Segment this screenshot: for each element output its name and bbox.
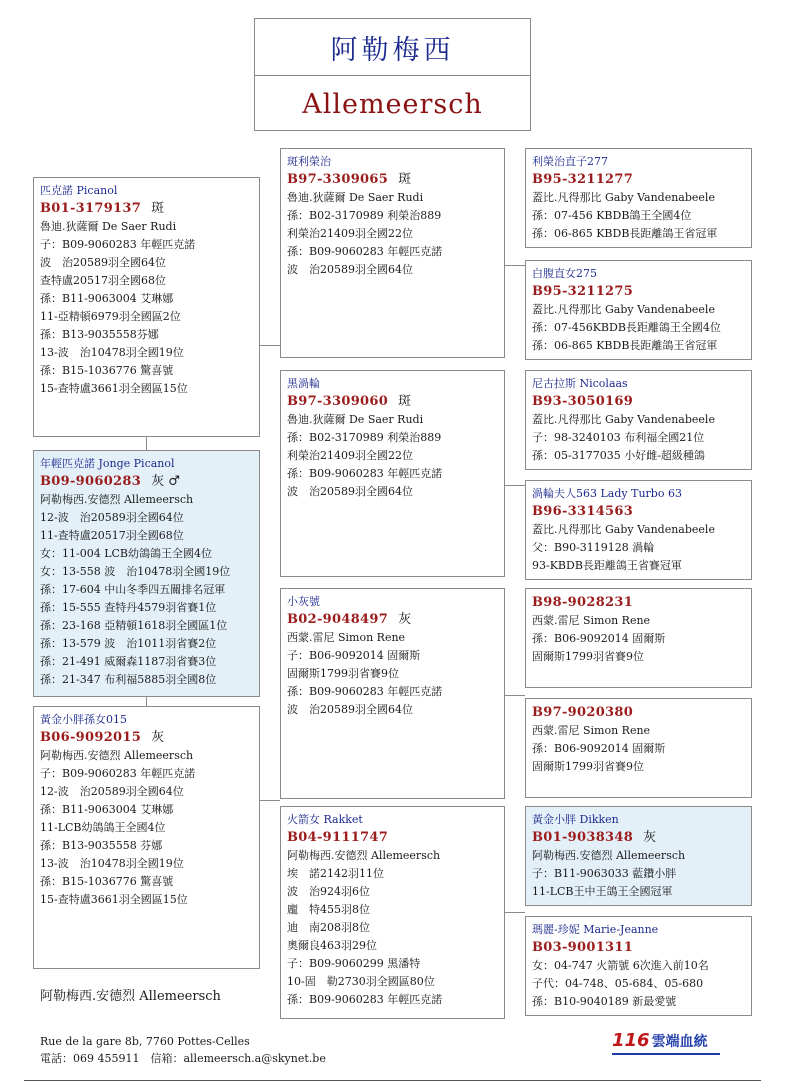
title-box <box>254 18 531 131</box>
pedigree-line: 12-波 治20589羽全國64位 <box>40 785 184 798</box>
pedigree-card-dam-sire <box>280 588 505 799</box>
bird-name: 匹克諾 Picanol <box>40 184 118 197</box>
pedigree-line: 孫：B10-9040189 新最愛號 <box>532 995 677 1008</box>
pedigree-line: 孫：B09-9060283 年輕匹克諾 <box>287 685 443 698</box>
pedigree-card-sire-sire <box>280 148 505 358</box>
pedigree-line: 11-LCB幼鴿鴿王全國4位 <box>40 821 166 834</box>
pedigree-line: 孫：B06-9092014 固爾斯 <box>532 742 666 755</box>
pedigree-line: 阿勒梅西.安德烈 Allemeersch <box>40 493 194 506</box>
connector-line <box>146 697 147 706</box>
pedigree-line: 波 治20589羽全國64位 <box>287 703 413 716</box>
pedigree-line: 魯迪.狄薩爾 De Saer Rudi <box>40 220 177 233</box>
color-label: 灰 <box>398 612 412 627</box>
pedigree-line: 孫：23-168 亞精頓1618羽全國區1位 <box>40 619 228 632</box>
pedigree-line: 孫：17-604 中山冬季四五關排名冠軍 <box>40 583 226 596</box>
pedigree-line: 孫：B13-9035558 芬娜 <box>40 839 163 852</box>
pedigree-line: 11-查特盧20517羽全國68位 <box>40 529 184 542</box>
pedigree-line: 孫：B09-9060283 年輕匹克諾 <box>287 467 443 480</box>
pedigree-line: 蓋比.凡得那比 Gaby Vandenabeele <box>532 523 715 536</box>
pedigree-line: 孫：B13-9035558芬娜 <box>40 328 159 341</box>
breeder-name: 阿勒梅西.安德烈 Allemeersch <box>40 989 221 1004</box>
pedigree-line: 西蒙.雷尼 Simon Rene <box>532 724 651 737</box>
pedigree-line: 15-查特盧3661羽全國區15位 <box>40 893 188 906</box>
pedigree-line: 12-波 治20589羽全國64位 <box>40 511 184 524</box>
color-label: 斑 <box>398 394 412 409</box>
ring-number: B97-3309065 <box>287 172 389 187</box>
pedigree-line: 孫：B09-9060283 年輕匹克諾 <box>287 245 443 258</box>
pedigree-line: 孫：06-865 KBDB長距離鴿王省冠軍 <box>532 339 718 352</box>
title-chinese: 阿勒梅西 <box>255 19 530 76</box>
pedigree-line: 11-亞精頓6979羽全國區2位 <box>40 310 181 323</box>
pedigree-card-subject <box>33 450 260 697</box>
pedigree-line: 孫：B15-1036776 驚喜號 <box>40 364 174 377</box>
pedigree-line: 子：B06-9092014 固爾斯 <box>287 649 421 662</box>
bird-name: 利榮治直子277 <box>532 155 608 168</box>
pedigree-line: 孫：B11-9063004 艾琳娜 <box>40 292 174 305</box>
ring-number: B01-3179137 <box>40 201 142 216</box>
pedigree-line: 女：13-558 波 治10478羽全國19位 <box>40 565 231 578</box>
ring-number: B03-9001311 <box>532 940 634 955</box>
ring-number: B97-9020380 <box>532 705 634 720</box>
pedigree-line: 11-LCB王中王鴿王全國冠軍 <box>532 885 673 898</box>
pedigree-line: 蓋比.凡得那比 Gaby Vandenabeele <box>532 191 715 204</box>
pedigree-line: 奧爾良463羽29位 <box>287 939 377 952</box>
pedigree-line: 孫：B02-3170989 利榮治889 <box>287 209 442 222</box>
pedigree-line: 魯迪.狄薩爾 De Saer Rudi <box>287 413 424 426</box>
pedigree-line: 孫：21-491 威爾森1187羽省賽3位 <box>40 655 217 668</box>
pedigree-line: 13-波 治10478羽全國19位 <box>40 857 184 870</box>
pedigree-line: 13-波 治10478羽全國19位 <box>40 346 184 359</box>
pedigree-line: 利榮治21409羽全國22位 <box>287 227 413 240</box>
bird-name: 斑利榮治 <box>287 155 331 168</box>
bird-name: 尼古拉斯 Nicolaas <box>532 377 628 390</box>
pedigree-line: 查特盧20517羽全國68位 <box>40 274 166 287</box>
pedigree-line: 蓋比.凡得那比 Gaby Vandenabeele <box>532 413 715 426</box>
bird-name: 渦輪夫人563 Lady Turbo 63 <box>532 487 682 500</box>
pedigree-line: 固爾斯1799羽省賽9位 <box>287 667 399 680</box>
pedigree-line: 阿勒梅西.安德烈 Allemeersch <box>532 849 686 862</box>
pedigree-line: 利榮治21409羽全國22位 <box>287 449 413 462</box>
pedigree-card-ddd <box>525 916 752 1016</box>
breeder-address-block <box>40 1033 326 1067</box>
pedigree-line: 蓋比.凡得那比 Gaby Vandenabeele <box>532 303 715 316</box>
color-label: 灰 <box>643 830 657 845</box>
pedigree-line: 埃 諾2142羽11位 <box>287 867 384 880</box>
bird-name: 黃金小胖孫女015 <box>40 713 127 726</box>
pedigree-line: 西蒙.雷尼 Simon Rene <box>532 614 651 627</box>
brand-logo <box>612 1030 708 1051</box>
connector-line <box>260 800 280 801</box>
pedigree-card-sdd <box>525 480 752 580</box>
pedigree-card-sire-dam <box>280 370 505 577</box>
pedigree-line: 阿勒梅西.安德烈 Allemeersch <box>287 849 441 862</box>
pedigree-card-sire <box>33 177 260 437</box>
pedigree-line: 波 治20589羽全國64位 <box>287 485 413 498</box>
ring-number: B97-3309060 <box>287 394 389 409</box>
bird-name: 白腹直女275 <box>532 267 597 280</box>
pedigree-line: 15-查特盧3661羽全國區15位 <box>40 382 188 395</box>
bird-name: 年輕匹克諾 Jonge Picanol <box>40 457 175 470</box>
pedigree-line: 孫：B09-9060283 年輕匹克諾 <box>287 993 443 1006</box>
logo-number: 116 <box>612 1030 650 1051</box>
pedigree-line: 孫：B06-9092014 固爾斯 <box>532 632 666 645</box>
color-label: 斑 <box>398 172 412 187</box>
pedigree-card-ssd <box>525 260 752 360</box>
pedigree-line: 孫：07-456 KBDB鴿王全國4位 <box>532 209 692 222</box>
contact-info: 電話：069 455911 信箱：allemeersch.a@skynet.be <box>40 1052 326 1065</box>
bird-name: 瑪麗-珍妮 Marie-Jeanne <box>532 923 659 936</box>
pedigree-line: 孫：B15-1036776 驚喜號 <box>40 875 174 888</box>
color-label: 斑 <box>151 201 165 216</box>
connector-line <box>505 265 525 266</box>
pedigree-line: 子：B09-9060283 年輕匹克諾 <box>40 767 196 780</box>
bird-name: 小灰號 <box>287 595 320 608</box>
color-label: 灰 <box>151 730 165 745</box>
logo-text: 雲端血統 <box>651 1034 708 1050</box>
pedigree-line: 孫：B11-9063004 艾琳娜 <box>40 803 174 816</box>
bird-name: 黃金小胖 Dikken <box>532 813 619 826</box>
pedigree-line: 子代：04-748、05-684、05-680 <box>532 977 704 990</box>
bird-name: 火箭女 Rakket <box>287 813 363 826</box>
pedigree-card-dam-dam <box>280 806 505 1019</box>
ring-number: B04-9111747 <box>287 830 389 845</box>
connector-line <box>505 695 525 696</box>
pedigree-line: 阿勒梅西.安德烈 Allemeersch <box>40 749 194 762</box>
connector-line <box>505 912 525 913</box>
pedigree-line: 波 治20589羽全國64位 <box>287 263 413 276</box>
pedigree-line: 孫：06-865 KBDB長距離鴿王省冠軍 <box>532 227 718 240</box>
pedigree-line: 波 治20589羽全國64位 <box>40 256 166 269</box>
ring-number: B96-3314563 <box>532 504 634 519</box>
pedigree-line: 孫：13-579 波 治1011羽省賽2位 <box>40 637 217 650</box>
pedigree-line: 孫：07-456KBDB長距離鴿王全國4位 <box>532 321 721 334</box>
pedigree-card-sss <box>525 148 752 248</box>
pedigree-card-dss <box>525 588 752 688</box>
pedigree-line: 子：B09-9060299 黑潘特 <box>287 957 421 970</box>
pedigree-line: 子：B11-9063033 藍鑽小胖 <box>532 867 677 880</box>
ring-number: B01-9038348 <box>532 830 634 845</box>
pedigree-line: 魯迪.狄薩爾 De Saer Rudi <box>287 191 424 204</box>
connector-line <box>505 485 525 486</box>
pedigree-line: 女：04-747 火箭號 6次進入前10名 <box>532 959 709 972</box>
pedigree-line: 父：B90-3119128 渦輪 <box>532 541 655 554</box>
pedigree-line: 女：11-004 LCB幼鴿鴿王全國4位 <box>40 547 213 560</box>
pedigree-line: 固爾斯1799羽省賽9位 <box>532 650 644 663</box>
pedigree-card-sds <box>525 370 752 470</box>
ring-number: B09-9060283 <box>40 474 142 489</box>
pedigree-line: 孫：21-347 布利福5885羽全國8位 <box>40 673 217 686</box>
connector-line <box>260 345 280 346</box>
pedigree-line: 子：98-3240103 布利福全國21位 <box>532 431 705 444</box>
ring-number: B02-9048497 <box>287 612 389 627</box>
pedigree-line: 孫：15-555 查特丹4579羽省賽1位 <box>40 601 217 614</box>
pedigree-line: 波 治924羽6位 <box>287 885 370 898</box>
pedigree-card-dds <box>525 806 752 906</box>
logo-underline <box>612 1053 720 1055</box>
ring-number: B93-3050169 <box>532 394 634 409</box>
pedigree-line: 子：B09-9060283 年輕匹克諾 <box>40 238 196 251</box>
pedigree-line: 93-KBDB長距離鴿王省賽冠軍 <box>532 559 682 572</box>
pedigree-card-dsd <box>525 698 752 798</box>
bird-name: 黑渦輪 <box>287 377 320 390</box>
color-label: 灰 ♂ <box>151 474 180 489</box>
pedigree-line: 固爾斯1799羽省賽9位 <box>532 760 644 773</box>
pedigree-line: 迪 南208羽8位 <box>287 921 370 934</box>
pedigree-line: 西蒙.雷尼 Simon Rene <box>287 631 406 644</box>
bottom-divider <box>24 1080 761 1081</box>
address: Rue de la gare 8b, 7760 Pottes-Celles <box>40 1035 250 1048</box>
connector-line <box>146 437 147 450</box>
pedigree-line: 孫：05-3177035 小好雌-超級種鴿 <box>532 449 705 462</box>
ring-number: B06-9092015 <box>40 730 142 745</box>
title-english: Allemeersch <box>302 88 483 120</box>
ring-number: B95-3211275 <box>532 284 634 299</box>
pedigree-line: 10-固 勒2730羽全國區80位 <box>287 975 435 988</box>
pedigree-line: 孫：B02-3170989 利榮治889 <box>287 431 442 444</box>
pedigree-card-dam <box>33 706 260 969</box>
ring-number: B95-3211277 <box>532 172 634 187</box>
ring-number: B98-9028231 <box>532 595 634 610</box>
pedigree-line: 龐 特455羽8位 <box>287 903 370 916</box>
